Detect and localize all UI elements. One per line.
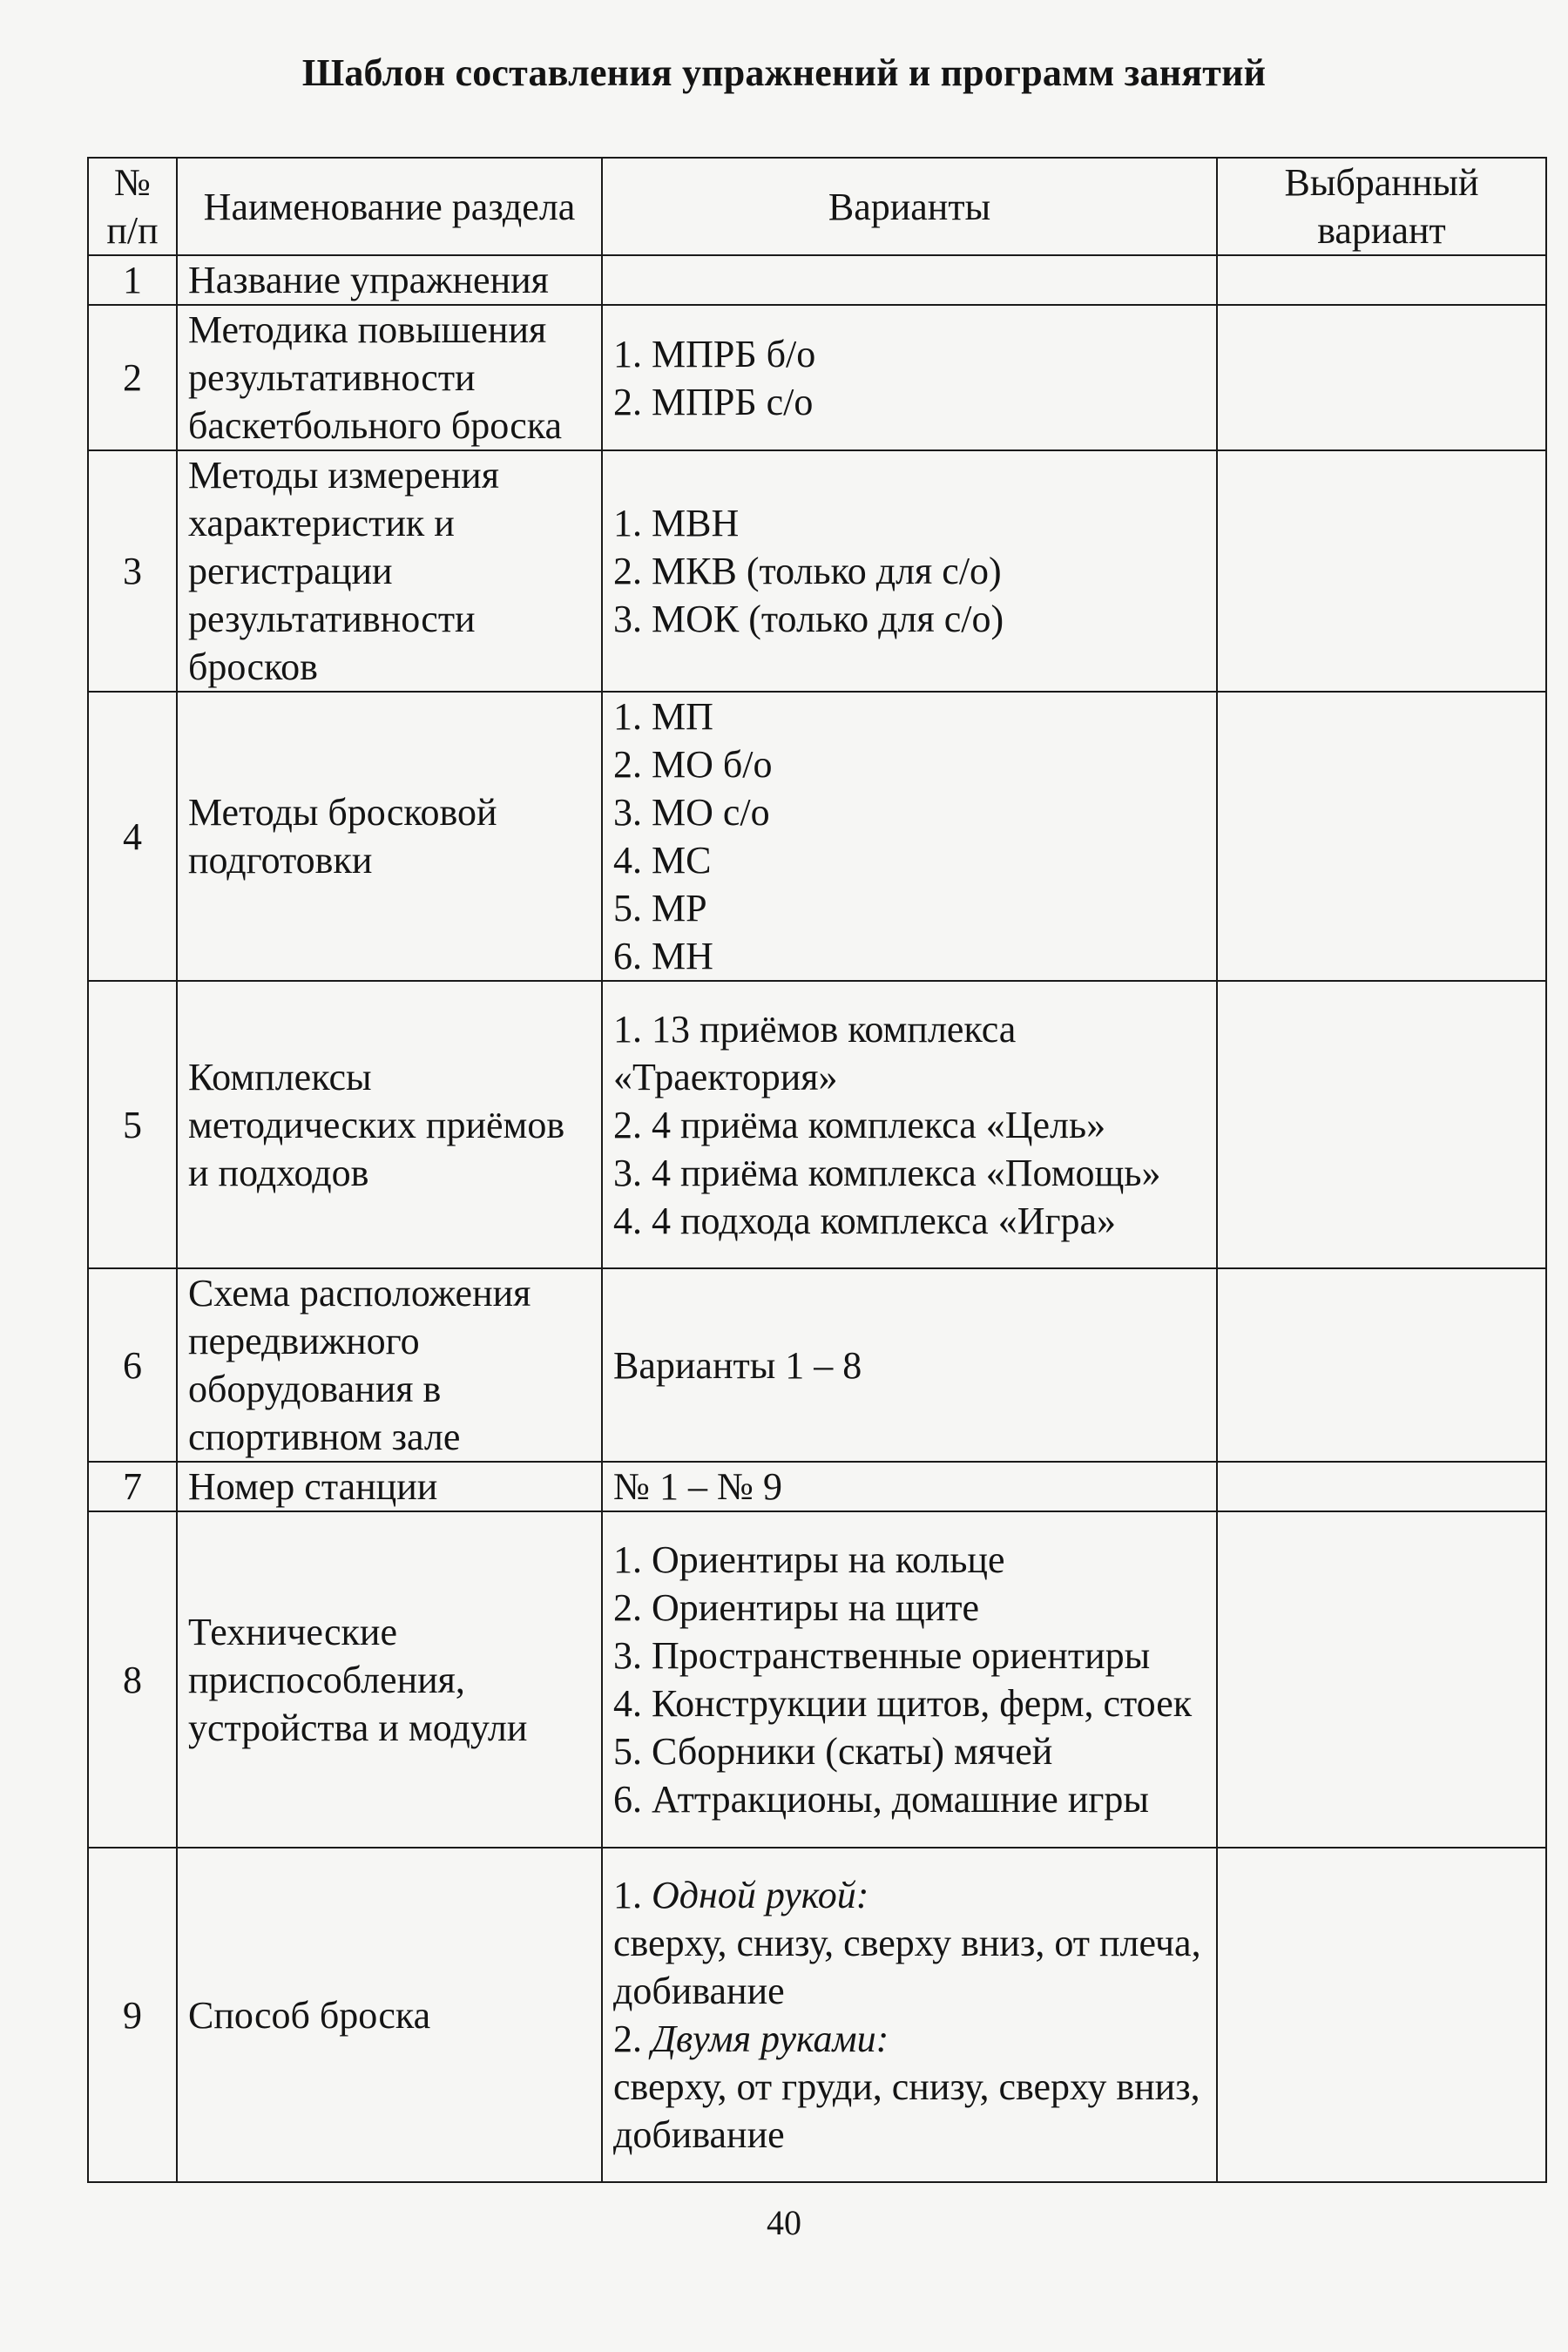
option-item: 1. Ориентиры на кольце [613,1538,1005,1581]
option-item: 5. Сборники (скаты) мячей [613,1730,1053,1773]
table-row [88,1268,1546,1462]
row-num: 4 [88,692,177,981]
one-hand-heading: 1. Одной рукой: [613,1874,869,1916]
row-num: 5 [88,981,177,1268]
option-item: 4. 4 подхода комплекса «Игра» [613,1199,1117,1242]
option-item: 1. 13 приёмов комплекса «Траектория» [613,1007,1017,1098]
table-row [88,305,1546,450]
option-item: 3. МО с/о [613,791,770,834]
header-variants: Варианты [602,158,1217,255]
row-selected-cell[interactable] [1217,1268,1546,1462]
page-title: Шаблон составления упражнений и программ занятий [301,51,1267,94]
row-section: Комплексы методических приёмов и подходов [177,981,602,1268]
option-item: № 1 – № 9 [613,1465,782,1508]
row-section: Методика повышения результативности баскетбольного броска [177,305,602,450]
header-section: Наименование раздела [177,158,602,255]
table-header-row [88,158,1546,255]
option-item: 6. Аттракционы, домашние игры [613,1778,1149,1821]
option-item: 3. МОК (только для с/о) [613,598,1004,640]
row-selected-cell[interactable] [1217,1462,1546,1511]
row-num: 2 [88,305,177,450]
row-section: Технические приспособления, устройства и модули [177,1511,602,1848]
row-selected-cell[interactable] [1217,1511,1546,1848]
table-row [88,1511,1546,1848]
row-num: 7 [88,1462,177,1511]
option-item: 2. 4 приёма комплекса «Цель» [613,1103,1106,1146]
header-num: № п/п [88,158,177,255]
option-item: 1. МВН [613,502,740,544]
two-hands-methods: сверху, от груди, снизу, сверху вниз, добивание [613,2065,1200,2156]
row-selected-cell[interactable] [1217,981,1546,1268]
row-options [602,1848,1217,2182]
row-num: 9 [88,1848,177,2182]
table-row [88,692,1546,981]
row-options [602,255,1217,305]
row-options [602,305,1217,450]
table-row [88,450,1546,692]
two-hands-heading: 2. Двумя руками: [613,2017,889,2060]
page-number: 40 [767,2203,801,2242]
row-section: Способ броска [177,1848,602,2182]
option-item: 2. Ориентиры на щите [613,1586,979,1629]
row-selected-cell[interactable] [1217,1848,1546,2182]
option-item: 4. Конструкции щитов, ферм, стоек [613,1682,1193,1725]
exercise-template-table [87,157,1547,2183]
row-options [602,1268,1217,1462]
header-selected: Выбранный вариант [1217,158,1546,255]
option-item: 2. МКВ (только для с/о) [613,550,1002,592]
row-num: 6 [88,1268,177,1462]
row-options [602,692,1217,981]
option-item: Варианты 1 – 8 [613,1343,862,1387]
option-item: 2. МО б/о [613,743,773,786]
row-section: Методы измерения характеристик и регистрации результативности бросков [177,450,602,692]
table-row [88,1462,1546,1511]
row-selected-cell[interactable] [1217,255,1546,305]
option-item: 5. МР [613,887,707,929]
row-section: Название упражнения [177,255,602,305]
row-options [602,1511,1217,1848]
row-num: 1 [88,255,177,305]
table-row [88,255,1546,305]
option-item: 2. МПРБ с/о [613,380,814,423]
option-item: 3. 4 приёма комплекса «Помощь» [613,1151,1161,1194]
row-num: 3 [88,450,177,692]
option-item: 1. МП [613,695,713,738]
row-selected-cell[interactable] [1217,305,1546,450]
row-section: Схема расположения передвижного оборудования в спортивном зале [177,1268,602,1462]
one-hand-methods: сверху, снизу, сверху вниз, от плеча, добивание [613,1922,1201,2012]
row-options [602,450,1217,692]
option-item: 3. Пространственные ориентиры [613,1634,1151,1677]
row-selected-cell[interactable] [1217,450,1546,692]
row-section: Методы бросковой подготовки [177,692,602,981]
row-options [602,981,1217,1268]
table-row [88,981,1546,1268]
row-selected-cell[interactable] [1217,692,1546,981]
option-item: 4. МС [613,839,712,882]
row-num: 8 [88,1511,177,1848]
row-section: Номер станции [177,1462,602,1511]
row-options [602,1462,1217,1511]
table-row [88,1848,1546,2182]
option-item: 6. МН [613,935,713,977]
option-item: 1. МПРБ б/о [613,332,816,375]
